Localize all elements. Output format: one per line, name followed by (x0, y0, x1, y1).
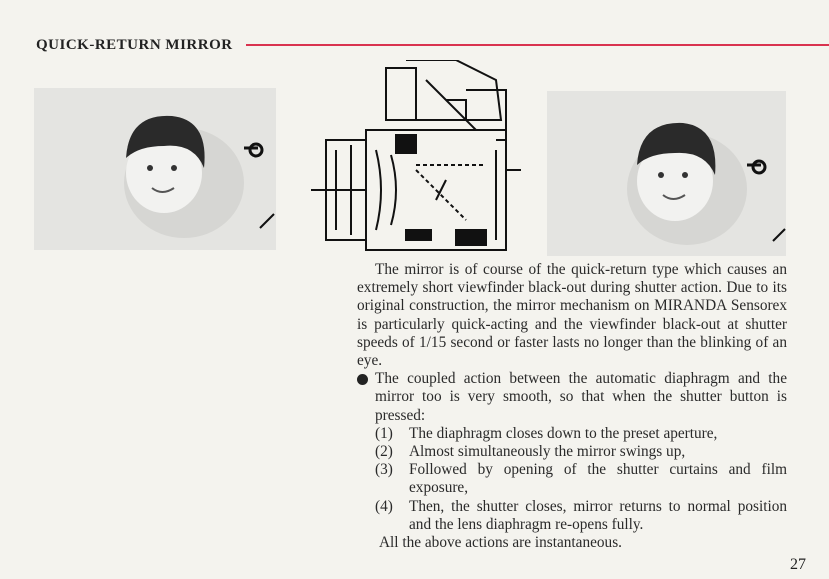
list-item (375, 498, 787, 534)
step-list (357, 425, 787, 534)
step-number: (2) (375, 443, 393, 461)
list-item (375, 425, 787, 443)
step-number: (3) (375, 461, 393, 479)
step-number: (1) (375, 424, 393, 442)
mirror-cross-section-diagram (306, 60, 528, 260)
page-title: QUICK-RETURN MIRROR (36, 37, 233, 53)
closing-line: All the above actions are instantaneous. (379, 534, 622, 552)
bullet-text: The coupled action between the automatic diaphragm and the mirror too is very smooth, so that when the shutter button is pressed: (375, 370, 787, 424)
page-number: 27 (790, 556, 806, 573)
photo-mirror-down (34, 88, 276, 250)
step-text: Almost simultaneously the mirror swings up, (409, 443, 686, 461)
intro-paragraph: The mirror is of course of the quick-return type which causes an extremely short viewfinder black-out during shutter action. Due to its original construction, the mirror mechanism on MIRANDA Sensorex is particularly quick-acting and the viewfinder black-out at shutter speeds of 1/15 second or faster lasts no longer than the blinking of an eye. (357, 261, 787, 370)
body-text (357, 261, 787, 552)
step-text: The diaphragm closes down to the preset aperture, (409, 424, 718, 442)
list-item (375, 443, 787, 461)
bullet-icon (357, 374, 368, 385)
step-number: (4) (375, 497, 393, 515)
photo-mirror-up (547, 91, 786, 256)
bullet-item (357, 370, 787, 425)
step-text: Followed by opening of the shutter curtains and film exposure, (409, 461, 787, 497)
title-rule (246, 44, 829, 46)
step-text: Then, the shutter closes, mirror returns to normal position and the lens diaphragm re-opens fully. (409, 497, 787, 533)
list-item (375, 461, 787, 497)
